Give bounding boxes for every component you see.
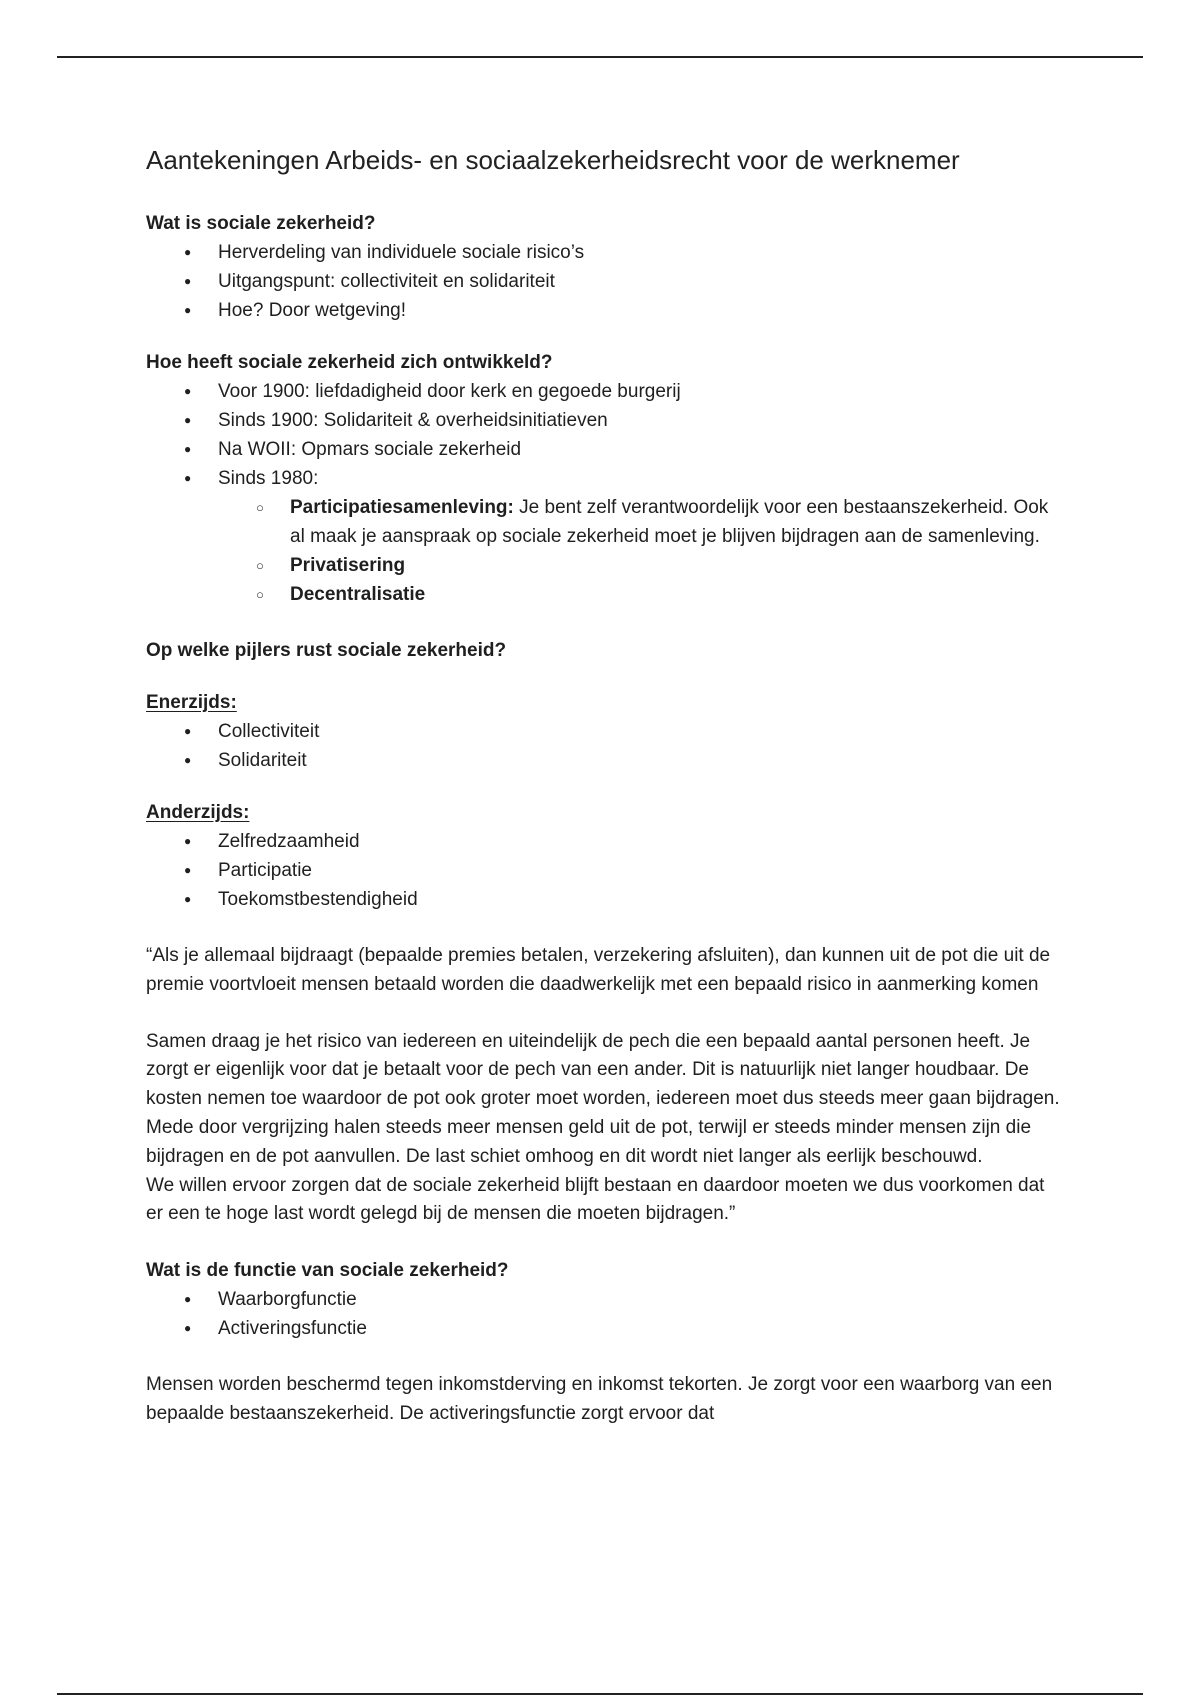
term-description: Je bent zelf verantwoordelijk voor een bestaanszekerheid. Ook al maak je aanspraak op sociale zekerheid moet je blijven bijdragen aan de samenleving. [290, 497, 1049, 547]
subheading-enerzijds: Enerzijds: [146, 692, 237, 713]
bullet-list [146, 717, 1066, 775]
list-item: ● Uitgangspunt: collectiviteit en solidariteit [146, 267, 1066, 296]
section-heading-wat-is: Wat is sociale zekerheid? [146, 213, 376, 234]
quote-paragraph: “Als je allemaal bijdraagt (bepaalde premies betalen, verzekering afsluiten), dan kunnen uit de pot die uit de premie voortvloeit mensen betaald worden die daadwerkelijk met een bepaald risico in aanmerking komen [146, 945, 1051, 995]
subheading-anderzijds: Anderzijds: [146, 802, 250, 823]
sub-bullet-list [146, 493, 1066, 609]
list-item: ● Zelfredzaamheid [146, 827, 1066, 856]
list-item: ● Toekomstbestendigheid [146, 885, 1066, 914]
document-body [146, 140, 1066, 1429]
list-item: ● Solidariteit [146, 746, 1066, 775]
top-rule [57, 56, 1143, 58]
quote-paragraph: Samen draag je het risico van iedereen en uiteindelijk de pech die een bepaald aantal personen heeft. Je zorgt er eigenlijk voor dat je betaalt voor de pech van een ander. Dit is natuurlijk niet langer houdbaar. De kosten nemen toe waardoor de pot ook groter moet worden, iedereen moet dus steeds meer gaan bijdragen. Mede door vergrijzing halen steeds meer mensen geld uit de pot, terwijl er steeds minder mensen zijn die bijdragen en de pot aanvullen. De last schiet omhoog en dit wordt niet langer als eerlijk beschouwd. [146, 1030, 1060, 1167]
term: Privatisering [290, 555, 406, 576]
list-item: ● Activeringsfunctie [146, 1314, 1066, 1343]
bullet-list [146, 1285, 1066, 1343]
list-item [146, 493, 1066, 551]
section-heading-pijlers: Op welke pijlers rust sociale zekerheid? [146, 640, 507, 661]
list-item: ● Voor 1900: liefdadigheid door kerk en gegoede burgerij [146, 377, 1066, 406]
list-item: ● Waarborgfunctie [146, 1285, 1066, 1314]
bottom-rule [57, 1693, 1143, 1695]
section-heading-functie: Wat is de functie van sociale zekerheid? [146, 1260, 509, 1282]
list-item: ● Participatie [146, 856, 1066, 885]
list-item: ● Na WOII: Opmars sociale zekerheid [146, 435, 1066, 464]
bullet-list [146, 827, 1066, 914]
bullet-list [146, 238, 1066, 325]
list-item [146, 580, 1066, 609]
list-item: ● Sinds 1900: Solidariteit & overheidsinitiatieven [146, 406, 1066, 435]
quote-paragraph: We willen ervoor zorgen dat de sociale zekerheid blijft bestaan en daardoor moeten we dus voorkomen dat er een te hoge last wordt gelegd bij de mensen die moeten bijdragen.” [146, 1174, 1045, 1225]
bullet-list [146, 377, 1066, 493]
list-item: ● Hoe? Door wetgeving! [146, 296, 1066, 325]
document-title: Aantekeningen Arbeids- en sociaalzekerheidsrecht voor de werknemer [146, 145, 960, 175]
section-heading-ontwikkeling: Hoe heeft sociale zekerheid zich ontwikkeld? [146, 352, 553, 373]
list-item: ● Herverdeling van individuele sociale risico’s [146, 238, 1066, 267]
body-paragraph: Mensen worden beschermd tegen inkomstderving en inkomst tekorten. Je zorgt voor een waarborg van een bepaalde bestaanszekerheid. De activeringsfunctie zorgt ervoor dat [146, 1374, 1053, 1424]
list-item: ● Collectiviteit [146, 717, 1066, 746]
list-item: ● Sinds 1980: [146, 464, 1066, 493]
term: Participatiesamenleving: [290, 497, 514, 518]
list-item [146, 551, 1066, 580]
term: Decentralisatie [290, 584, 426, 605]
